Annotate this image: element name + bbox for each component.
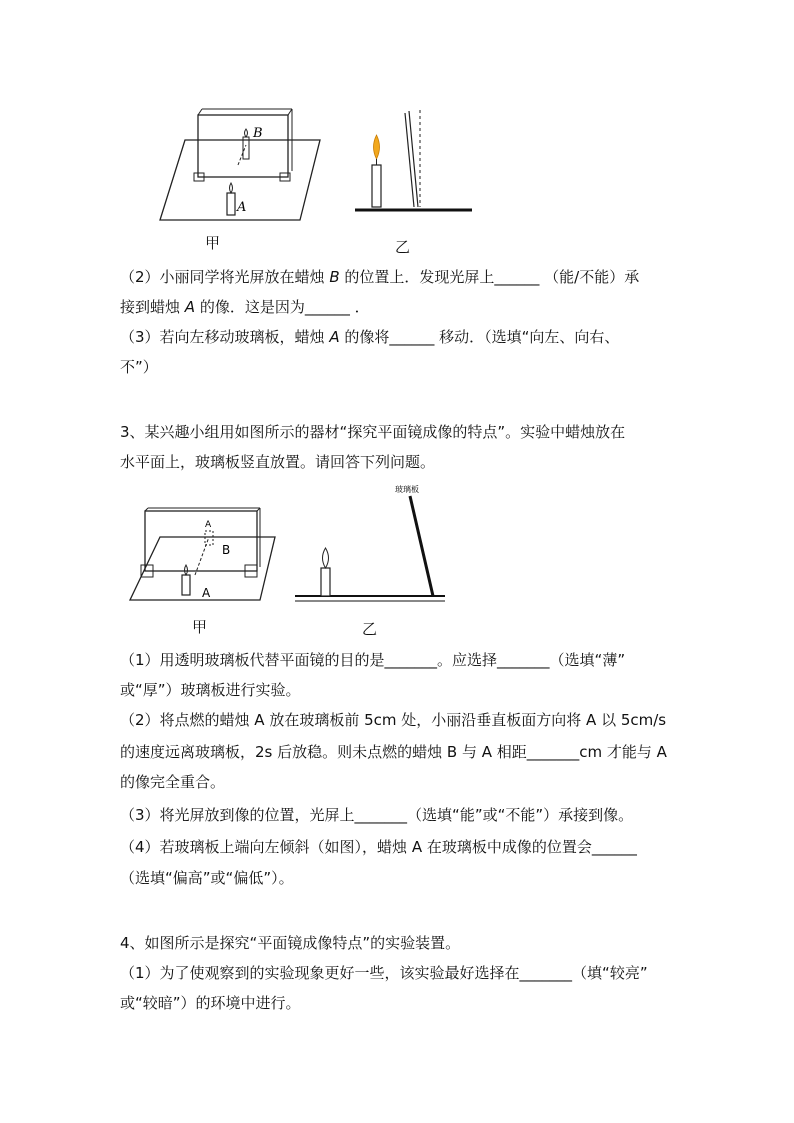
figure-3-yi bbox=[290, 480, 450, 605]
q2-l2-b: A bbox=[184, 298, 196, 316]
fig3-glass-label: 玻璃板 bbox=[395, 485, 419, 494]
p3-q2-line-2: 的速度远离玻璃板，2s 后放稳。则未点燃的蜡烛 B 与 A 相距_______cm 才能与 A bbox=[120, 743, 667, 761]
p3-q2-line-1: （2）将点燃的蜡烛 A 放在玻璃板前 5cm 处，小丽沿垂直板面方向将 A 以 5cm/s bbox=[120, 711, 667, 729]
q2-l1-c: 的位置上．发现光屏上______ （能/不能）承 bbox=[339, 268, 640, 286]
q2-l2-a: 接到蜡烛 bbox=[120, 298, 185, 316]
q2-l3-c: 的像将______ 移动．（选填“向左、向右、 bbox=[339, 328, 620, 346]
q2-line-1 bbox=[120, 267, 639, 287]
q2-l2-c: 的像．这是因为______ ． bbox=[195, 298, 370, 316]
q3-line-2: 不”） bbox=[120, 358, 158, 376]
figure-1-yi bbox=[350, 105, 475, 220]
figure-1-jia bbox=[150, 105, 330, 230]
fig1-caption-yi: 乙 bbox=[395, 238, 411, 256]
fig3-label-b: B bbox=[222, 543, 231, 557]
fig1-label-b: B bbox=[253, 126, 263, 141]
fig3-caption-jia: 甲 bbox=[192, 618, 208, 636]
fig3-label-a-image: A bbox=[205, 520, 212, 530]
fig1-caption-jia: 甲 bbox=[205, 234, 221, 252]
figure-3-jia bbox=[125, 505, 290, 605]
q2-line-2 bbox=[120, 297, 370, 317]
fig3-caption-yi: 乙 bbox=[362, 620, 378, 638]
p3-q4-line-2: （选填“偏高”或“偏低”）。 bbox=[120, 869, 294, 887]
fig3-label-a: A bbox=[202, 586, 211, 600]
p3-q1-line-2: 或“厚”）玻璃板进行实验。 bbox=[120, 681, 301, 699]
p4-q1-line-1: （1）为了使观察到的实验现象更好一些，该实验最好选择在_______（填“较亮” bbox=[120, 964, 648, 982]
p3-q3-line: （3）将光屏放到像的位置，光屏上_______（选填“能”或“不能”）承接到像。 bbox=[120, 806, 634, 824]
fig1-label-a: A bbox=[237, 200, 247, 215]
p3-line-1: 3、某兴趣小组用如图所示的器材“探究平面镜成像的特点”。实验中蜡烛放在 bbox=[120, 423, 626, 441]
p3-q4-line-1: （4）若玻璃板上端向左倾斜（如图），蜡烛 A 在玻璃板中成像的位置会______ bbox=[120, 838, 637, 856]
q2-l1-a: （2）小丽同学将光屏放在蜡烛 bbox=[120, 268, 330, 286]
q3-line-1 bbox=[120, 327, 619, 347]
q2-l3-b: A bbox=[329, 328, 340, 346]
p3-line-2: 水平面上，玻璃板竖直放置。请回答下列问题。 bbox=[120, 453, 436, 471]
p3-q2-line-3: 的像完全重合。 bbox=[120, 773, 226, 791]
p3-q1-line-1: （1）用透明玻璃板代替平面镜的目的是_______。应选择_______（选填“薄” bbox=[120, 651, 626, 669]
p4-q1-line-2: 或“较暗”）的环境中进行。 bbox=[120, 994, 301, 1012]
q2-l3-a: （3）若向左移动玻璃板，蜡烛 bbox=[120, 328, 330, 346]
q2-l1-b: B bbox=[329, 268, 340, 286]
p4-line-1: 4、如图所示是探究“平面镜成像特点”的实验装置。 bbox=[120, 934, 461, 952]
